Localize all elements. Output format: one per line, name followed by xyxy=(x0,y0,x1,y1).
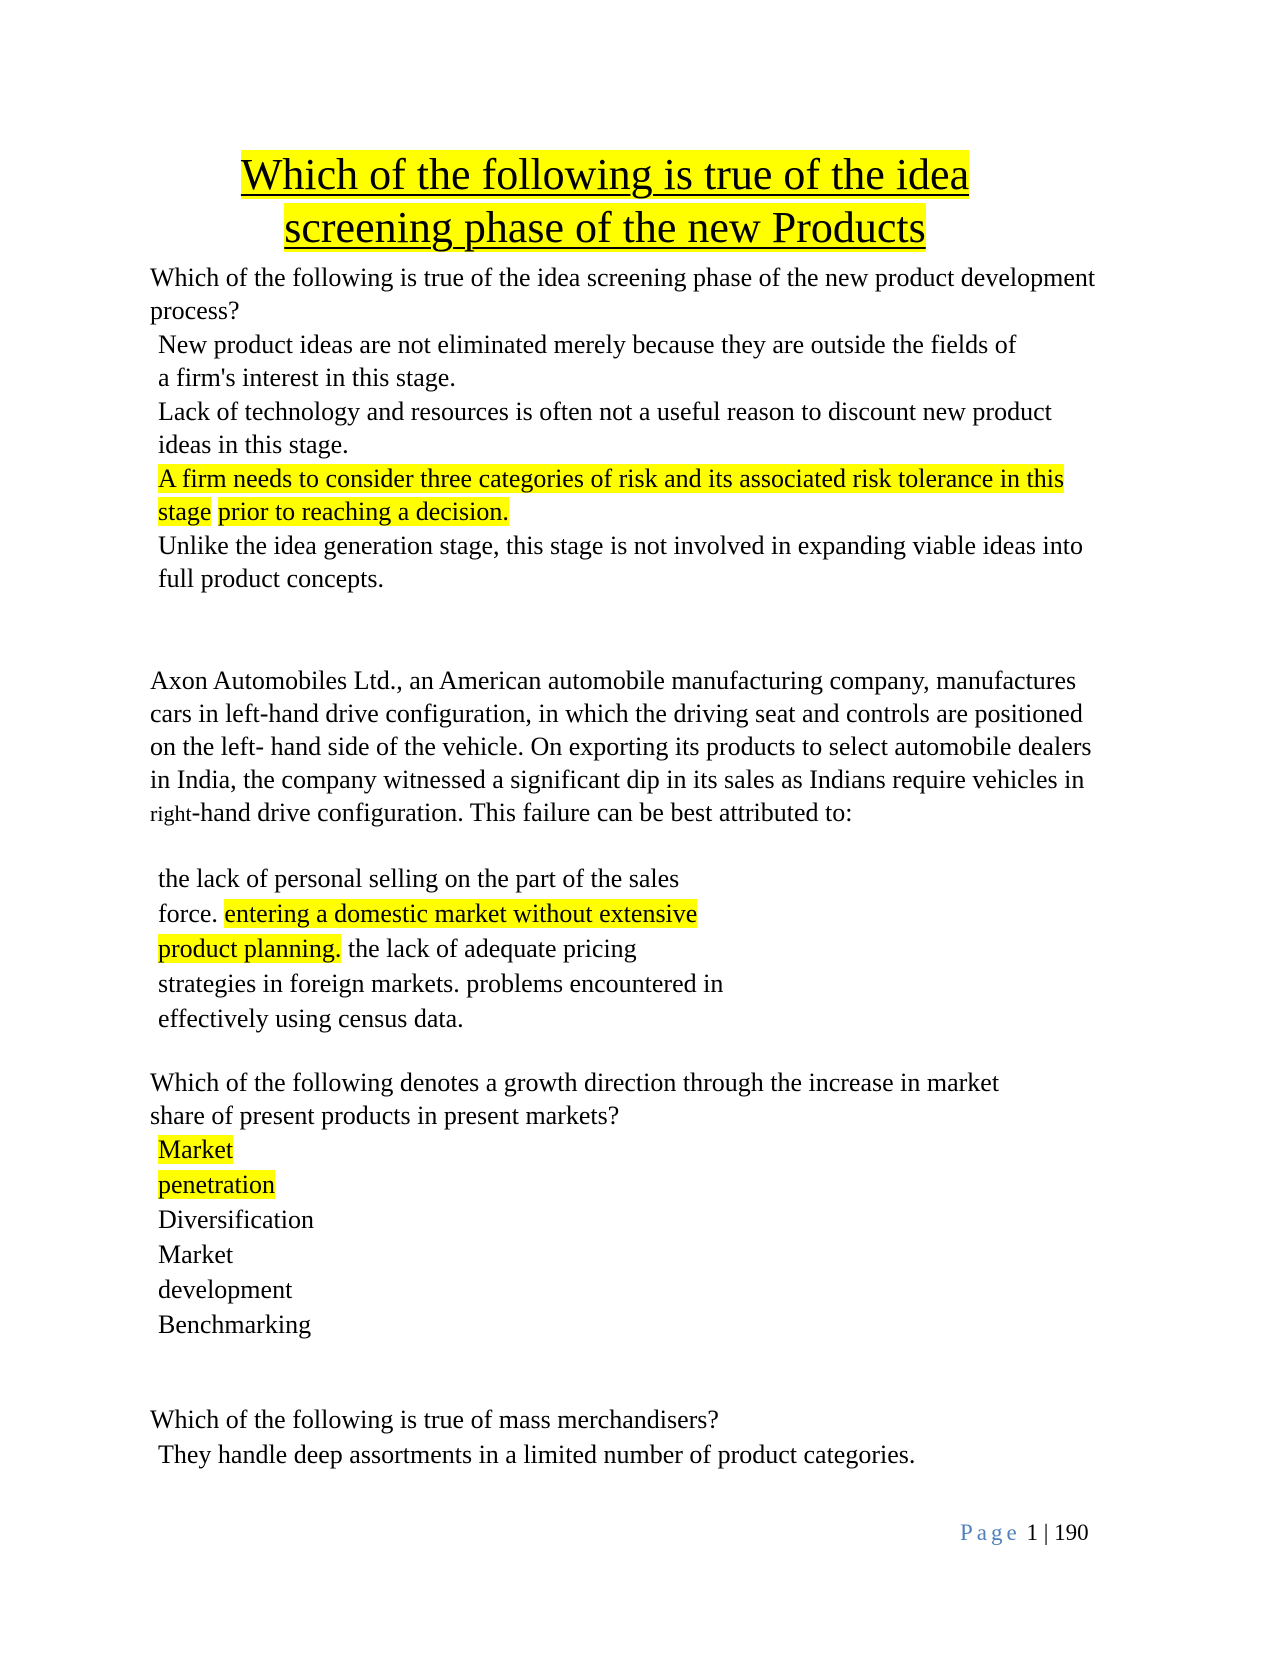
page-label: Page xyxy=(960,1520,1021,1545)
q2-option-c-line-1: the lack of adequate pricing xyxy=(347,934,637,963)
q4-question: Which of the following is true of mass merchandisers? xyxy=(150,1405,719,1434)
q2-option-c-line-2: strategies in foreign markets. xyxy=(158,969,460,998)
q3-question: Which of the following denotes a growth direction through the increase in market share of present products in present markets? xyxy=(150,1068,1000,1130)
q1-answer-part-1: A firm needs to consider three categories of risk and its associated risk tolerance in this stage xyxy=(158,464,1065,526)
q4-option-1: They handle deep assortments in a limited number of product categories. xyxy=(158,1440,916,1469)
q2-line-4 xyxy=(158,967,1118,1000)
q2-question-part-1: Axon Automobiles Ltd., an American automobile manufacturing company, manufactures cars in left-hand drive configuration, in which the driving seat and controls are positioned on the left- hand side of the vehicle. On exporting its products to select automobile dealers in India, the company witnessed a significant dip in its sales as Indians require vehicles in xyxy=(150,666,1092,794)
page-number: 1 | 190 xyxy=(1026,1520,1089,1545)
q2-question xyxy=(150,664,1095,830)
q2-line-3 xyxy=(158,932,1118,965)
q1-correct-answer xyxy=(158,462,1098,528)
q3-option-benchmarking: Benchmarking xyxy=(158,1310,312,1339)
q3-option-market: Market xyxy=(158,1240,234,1269)
q2-option-a-line-1: the lack of personal selling on the part of the sales xyxy=(158,864,680,893)
q1-option-4: Unlike the idea generation stage, this stage is not involved in expanding viable ideas into full product concepts. xyxy=(158,531,1083,593)
q2-answer-line-1: entering a domestic market without extensive xyxy=(224,899,698,928)
page-footer xyxy=(960,1520,1089,1546)
page-title xyxy=(150,148,1060,254)
q2-line-2 xyxy=(158,897,1118,930)
q1-question: Which of the following is true of the idea screening phase of the new product development process? xyxy=(150,263,1096,325)
q3-option-development: development xyxy=(158,1275,293,1304)
q1-answer-part-2: prior to reaching a decision. xyxy=(217,497,509,526)
q3-answer-line-2: penetration xyxy=(158,1170,275,1199)
q2-option-d-line-1: problems encountered in xyxy=(466,969,724,998)
q2-option-a-line-2: force. xyxy=(158,899,218,928)
title-line-2: screening phase of the new Products xyxy=(284,203,926,252)
title-line-1: Which of the following is true of the idea xyxy=(240,150,970,199)
q2-question-part-2: -hand drive configuration. This failure can be best attributed to: xyxy=(191,798,853,827)
q1-option-1: New product ideas are not eliminated merely because they are outside the fields of a firm's interest in this stage. xyxy=(158,330,1017,392)
q3-answer-line-1: Market xyxy=(158,1135,234,1164)
q1-option-2: Lack of technology and resources is often not a useful reason to discount new product ideas in this stage. xyxy=(158,397,1052,459)
q2-question-small: right xyxy=(150,801,192,826)
q2-option-d-line-2: effectively using census data. xyxy=(158,1004,464,1033)
q3-option-diversification: Diversification xyxy=(158,1205,314,1234)
q2-answer-line-2: product planning. xyxy=(158,934,342,963)
